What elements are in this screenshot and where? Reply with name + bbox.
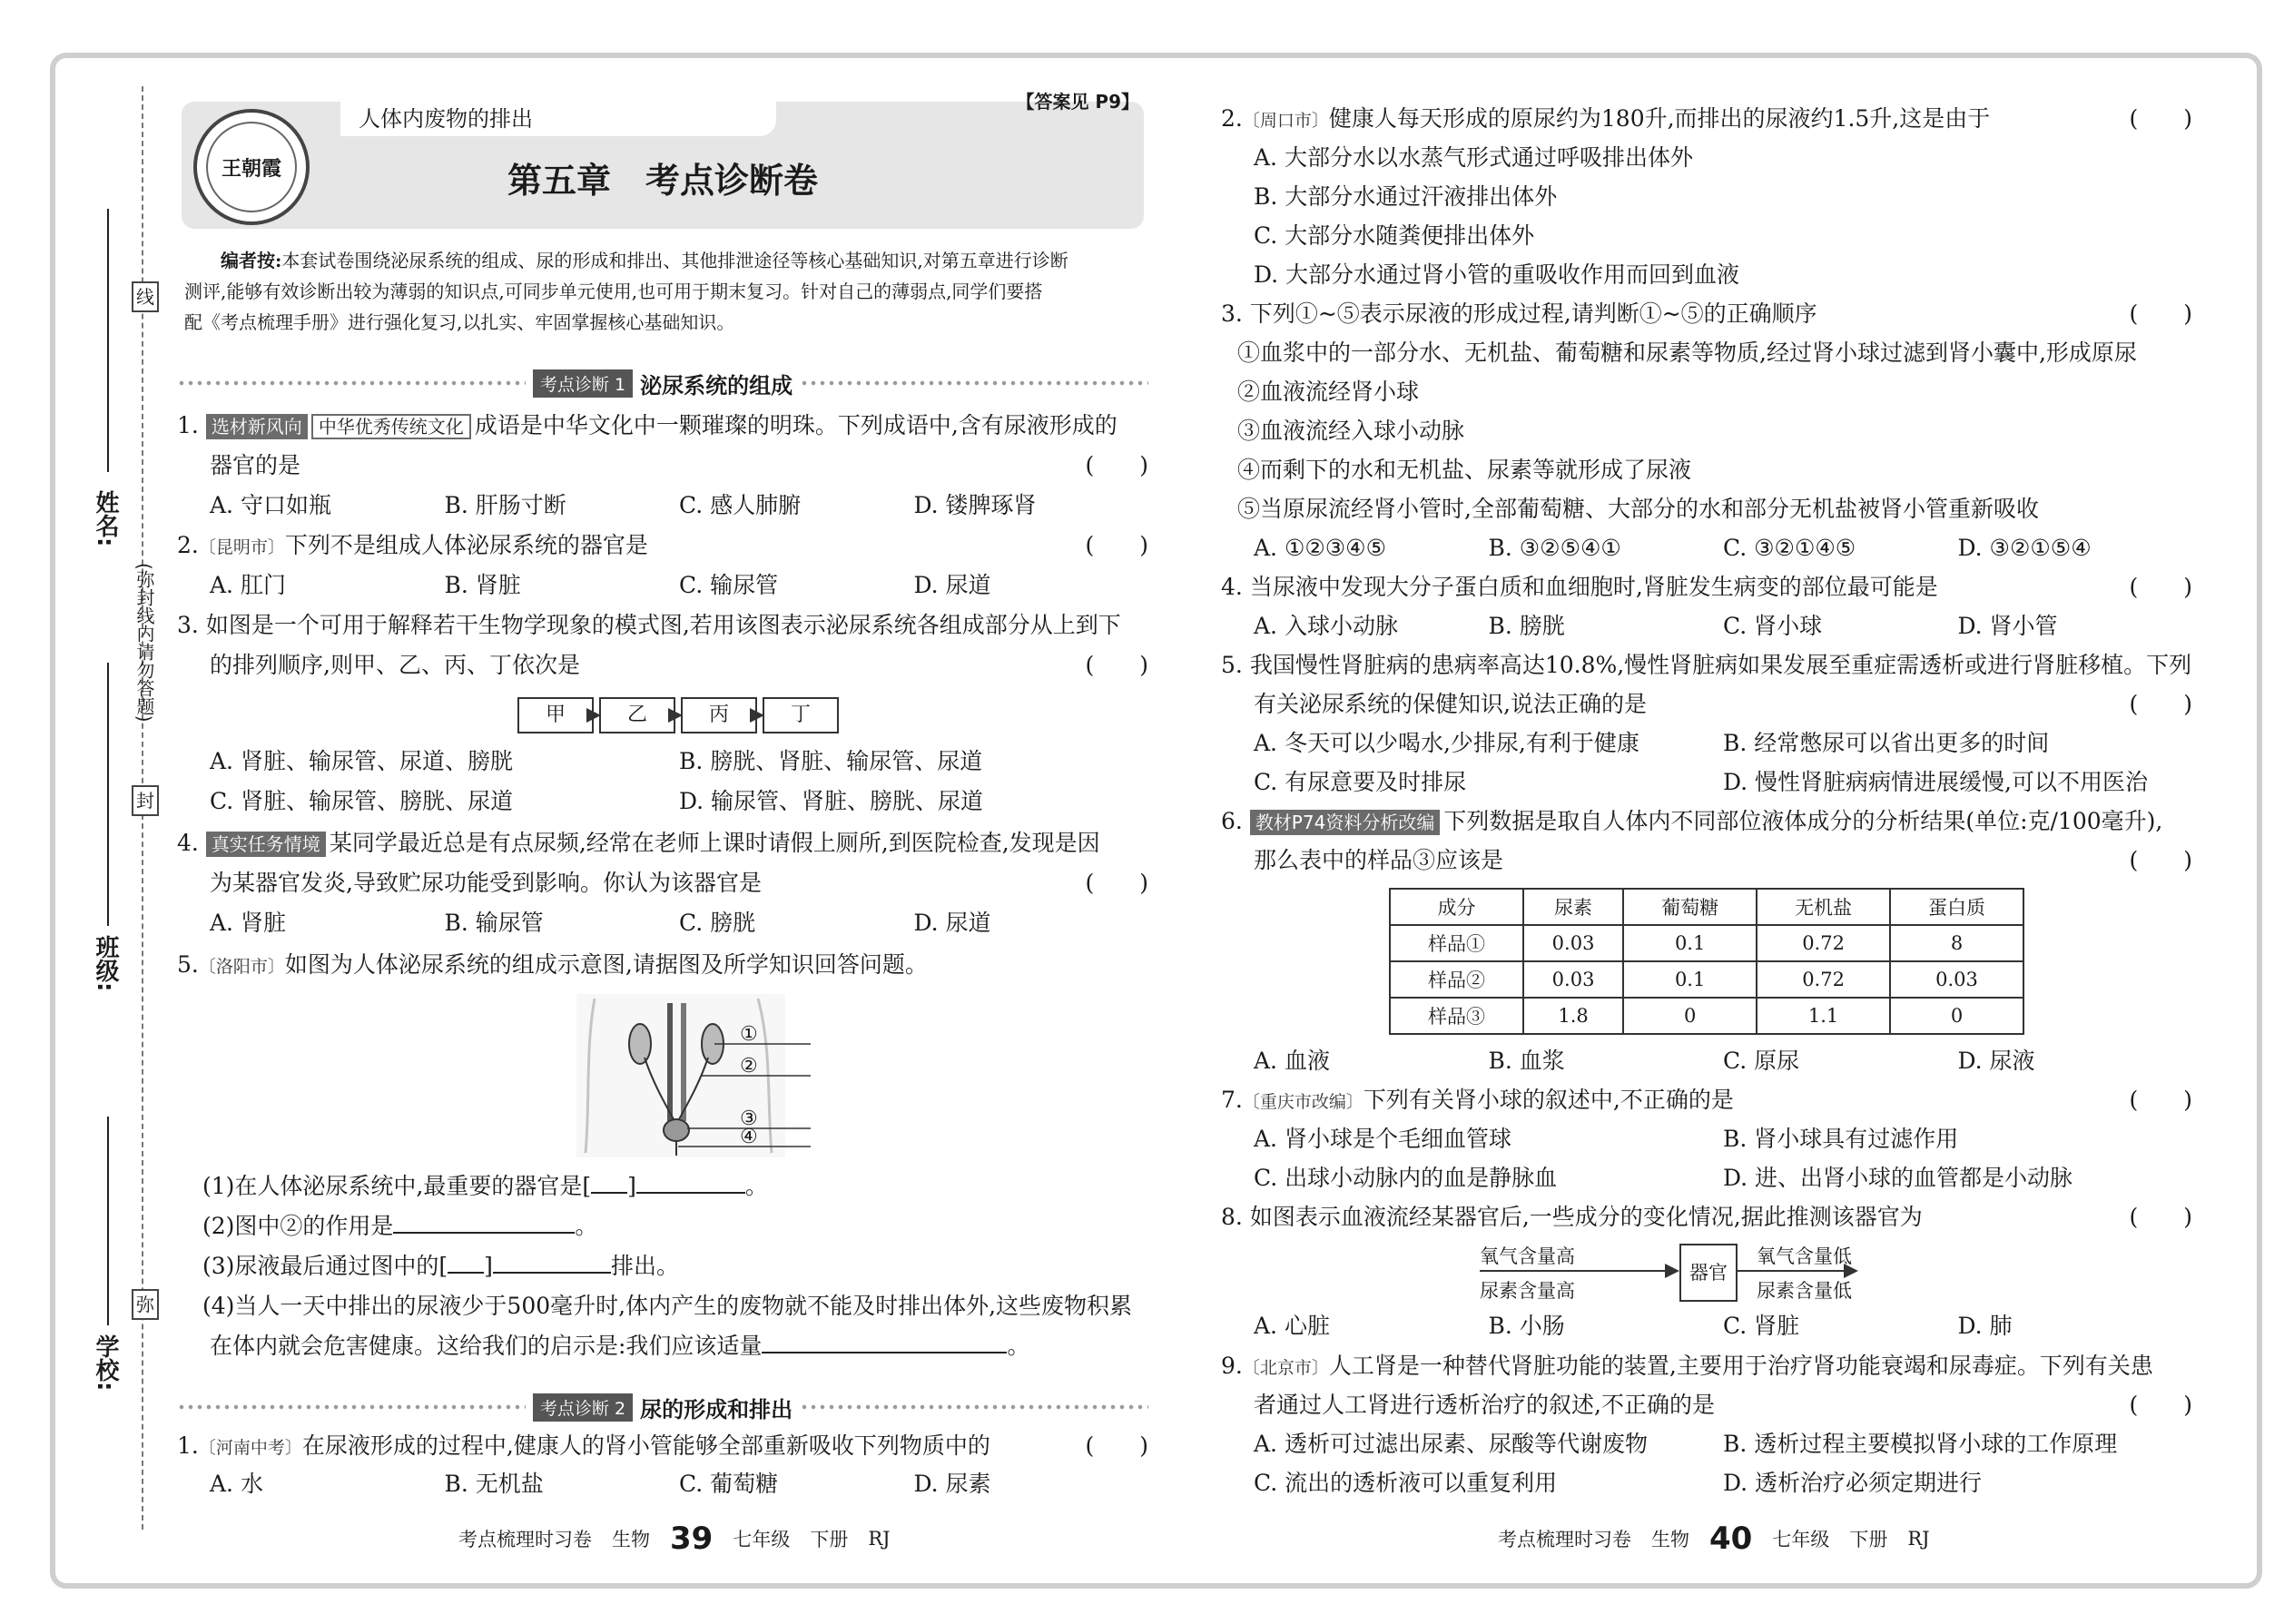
option-d[interactable]: D. 输尿管、肾脏、膀胱、尿道 [679,788,984,814]
answer-paren[interactable]: ( ) [1085,532,1148,558]
right-question-6-text2: 那么表中的样品③应该是 [1254,847,1504,873]
table-cell: 0.1 [1623,961,1757,998]
question-5-sub2 [202,1207,597,1245]
option-c[interactable]: C. ③②①④⑤ [1723,535,1856,561]
question-text: 成语是中华文化中一颗璀璨的明珠。下列成语中,含有尿液形成的 [474,412,1117,438]
option-b[interactable]: B. 输尿管 [444,910,544,936]
question-number: 2. [1221,105,1243,132]
right-question-7 [1221,1081,1734,1121]
answer-paren[interactable]: ( ) [2129,1087,2192,1113]
table-cell: 样品③ [1390,998,1523,1034]
table-cell: 8 [1890,925,2023,961]
question-source: 〔昆明市〕 [198,537,285,557]
table-cell: 0.72 [1757,925,1890,961]
sub-text: 。 [1007,1333,1030,1359]
option-d[interactable]: D. 尿液 [1957,1048,2035,1074]
question-text: 下列数据是取自人体内不同部位液体成分的分析结果(单位:克/100毫升), [1443,808,2163,834]
answer-paren[interactable]: ( ) [2129,574,2192,600]
sub-text: ] [484,1253,493,1279]
editor-note-line2: 测评,能够有效诊断出较为薄弱的知识点,可同步单元使用,也可用于期末复习。针对自己的薄弱点,同学们要搭 [184,281,1043,302]
footer-series: 考点梳理时习卷 [1498,1529,1631,1550]
question-3-options-row1 [210,743,1148,781]
seal-char-feng: 封 [132,785,159,816]
question-5-sub1 [202,1167,768,1206]
section2-question-1-options [210,1465,1148,1503]
right-question-7-options-row2 [1254,1159,2192,1197]
question-number: 3. [1221,300,1243,327]
table-cell: 0.72 [1757,961,1890,998]
question-text: 如图是一个可用于解释若干生物学现象的模式图,若用该图表示泌尿系统各组成部分从上到下 [205,612,1121,638]
question-number: 5. [1221,652,1243,678]
question-5-sub4b [210,1327,1029,1365]
table-cell: 0.1 [1623,925,1757,961]
right-question-6 [1221,802,2162,841]
question-3-text2: 的排列顺序,则甲、乙、丙、丁依次是 [210,652,580,678]
question-number: 2. [177,532,199,558]
option-a[interactable]: A. ①②③④⑤ [1254,535,1387,561]
question-text: 人工肾是一种替代肾脏功能的装置,主要用于治疗肾功能衰竭和尿毒症。下列有关患 [1328,1353,2153,1379]
flow-arrows [177,0,1148,817]
option-b[interactable]: B. 膀胱 [1488,613,1565,639]
sub-text: ] [627,1173,636,1199]
editor-note-lead: 编者按: [221,250,282,271]
answer-blank[interactable] [762,1352,1007,1353]
school-label: 学校: [92,1334,119,1392]
question-source: 〔重庆市改编〕 [1242,1092,1364,1112]
process-step-1: ①血浆中的一部分水、无机盐、葡萄糖和尿素等物质,经过肾小球过滤到肾小囊中,形成原尿 [1237,340,2137,366]
name-write-line[interactable] [107,209,109,472]
question-text: 在尿液形成的过程中,健康人的肾小管能够全部重新吸收下列物质中的 [301,1432,990,1459]
option-d[interactable]: D. 进、出肾小球的血管都是小动脉 [1723,1165,2073,1191]
option-a[interactable]: A. 大部分水以水蒸气形式通过呼吸排出体外 [1254,144,1693,171]
section-title-1: 泌尿系统的组成 [640,372,793,399]
option-c[interactable]: C. 出球小动脉内的血是静脉血 [1254,1165,1558,1191]
question-text: 健康人每天形成的原尿约为180升,而排出的尿液约1.5升,这是由于 [1328,105,1991,132]
footer-right [1498,1521,1930,1557]
diagram-in-2: 尿素含量高 [1480,1280,1575,1302]
flow-box-yi: 乙 [599,697,675,733]
section-header-2 [177,1389,1148,1425]
right-question-9 [1221,1347,2153,1387]
option-c[interactable]: C. 输尿管 [679,572,779,598]
question-number: 3. [177,612,199,638]
page-title: 第五章 考点诊断卷 [507,161,818,201]
option-d[interactable]: D. 慢性肾脏病病情进展缓慢,可以不用医治 [1723,769,2148,795]
option-a[interactable]: A. 肾小球是个毛细血管球 [1254,1126,1511,1152]
option-d[interactable]: D. 肾小管 [1957,613,2058,639]
answer-blank[interactable] [591,1192,627,1194]
sub-text: (1)在人体泌尿系统中,最重要的器官是[ [202,1173,592,1199]
question-text: 如图表示血液流经某器官后,一些成分的变化情况,据此推测该器官为 [1249,1204,1923,1230]
question-4 [177,824,1100,862]
question-source: 〔周口市〕 [1242,111,1329,131]
footer-edition: RJ [868,1528,891,1550]
class-label: 班级: [92,935,119,992]
option-a[interactable]: A. 水 [210,1471,263,1497]
option-a[interactable]: A. 肾脏、输尿管、尿道、膀胱 [210,748,513,774]
diagram-in-1: 氧气含量高 [1480,1245,1575,1267]
option-b[interactable]: B. 无机盐 [444,1471,544,1497]
table-row [1390,998,2023,1034]
footer-left [458,1521,891,1557]
question-5 [177,946,928,986]
table-header-cell: 无机盐 [1757,889,1890,925]
footer-volume: 下册 [810,1529,849,1550]
footer-grade: 七年级 [1772,1529,1830,1550]
question-source: 〔洛阳市〕 [198,957,285,977]
page-number: 40 [1709,1521,1753,1557]
right-question-9-options-row1 [1254,1425,2192,1463]
question-number: 1. [177,412,199,438]
table-header-cell: 尿素 [1523,889,1623,925]
table-cell: 0.03 [1890,961,2023,998]
question-tag: 中华优秀传统文化 [311,414,471,439]
section2-question-1 [177,1427,990,1467]
editor-note-line3: 配《考点梳理手册》进行强化复习,以扎实、牢固掌握核心基础知识。 [184,311,735,333]
question-number: 4. [1221,574,1243,600]
question-text: 下列①~⑤表示尿液的形成过程,请判断①~⑤的正确顺序 [1249,300,1817,327]
school-write-line[interactable] [107,1117,109,1325]
figure-label-3: ③ [740,1107,758,1130]
table-cell: 样品② [1390,961,1523,998]
question-tag: 选材新风向 [206,414,308,439]
option-d[interactable]: D. 大部分水通过肾小管的重吸收作用而回到血液 [1254,261,1740,288]
option-b[interactable]: B. 大部分水通过汗液排出体外 [1254,183,1558,210]
diagram-organ-box: 器官 [1679,1244,1738,1302]
question-number: 9. [1221,1353,1243,1379]
sub-text: 在体内就会危害健康。这给我们的启示是:我们应该适量 [210,1333,763,1359]
answer-paren[interactable]: ( ) [1085,1432,1148,1459]
option-b[interactable]: B. 经常憋尿可以省出更多的时间 [1723,730,2050,756]
right-question-8-options [1254,1307,2192,1345]
figure-label-2: ② [740,1055,758,1078]
option-a[interactable]: A. 肛门 [210,572,286,598]
editor-note-line1: 本套试卷围绕泌尿系统的组成、尿的形成和排出、其他排泄途径等核心基础知识,对第五章进行诊断 [281,250,1068,271]
footer-volume: 下册 [1849,1529,1888,1550]
diagram-out-1: 氧气含量低 [1757,1245,1852,1267]
question-5-sub3 [202,1247,679,1285]
composition-table [1389,888,2024,1035]
page-number: 39 [670,1521,714,1557]
answer-paren[interactable]: ( ) [2129,1204,2192,1230]
section-badge-2: 考点诊断 2 [533,1393,633,1422]
option-c[interactable]: C. 肾小球 [1723,613,1823,639]
right-question-5-text2: 有关泌尿系统的保健知识,说法正确的是 [1254,691,1647,717]
option-a[interactable]: A. 入球小动脉 [1254,613,1398,639]
table-cell: 0 [1890,998,2023,1034]
figure-label-4: ④ [740,1126,758,1148]
diagram-out-2: 尿素含量低 [1757,1280,1852,1302]
question-number: 7. [1221,1087,1243,1113]
table-header-cell: 葡萄糖 [1623,889,1757,925]
right-question-5-options-row1 [1254,724,2192,763]
option-c[interactable]: C. 有尿意要及时排尿 [1254,769,1467,795]
table-cell: 1.8 [1523,998,1623,1034]
question-tag: 真实任务情境 [206,832,326,857]
right-question-4-options [1254,607,2192,645]
question-text: 下列有关肾小球的叙述中,不正确的是 [1363,1087,1734,1113]
answer-blank[interactable] [448,1272,484,1274]
option-a[interactable]: A. 肾脏 [210,910,286,936]
answer-blank[interactable] [636,1192,745,1194]
answer-paren[interactable]: ( ) [2129,300,2192,327]
question-tag: 教材P74资料分析改编 [1250,810,1441,835]
flow-box-jia: 甲 [517,697,594,733]
process-step-4: ④而剩下的水和无机盐、尿素等就形成了尿液 [1237,457,1692,483]
option-d[interactable]: D. 透析治疗必须定期进行 [1723,1470,1983,1496]
right-question-8 [1221,1198,1923,1236]
right-question-7-options-row1 [1254,1120,2192,1158]
option-a[interactable]: A. 血液 [1254,1048,1330,1074]
table-row [1390,925,2023,961]
footer-edition: RJ [1907,1528,1930,1550]
question-4-options [210,904,1148,942]
right-question-4 [1221,568,1938,606]
answer-blank[interactable] [493,1272,611,1274]
table-cell: 0.03 [1523,925,1623,961]
option-d[interactable]: D. 尿道 [913,572,991,598]
question-source: 〔北京市〕 [1242,1358,1329,1378]
option-c[interactable]: C. 大部分水随粪便排出体外 [1254,222,1535,249]
section-badge-1: 考点诊断 1 [533,369,633,398]
answer-paren[interactable]: ( ) [1085,452,1148,478]
sub-text: 排出。 [610,1253,679,1279]
option-b[interactable]: B. 膀胱、肾脏、输尿管、尿道 [679,748,983,774]
question-1-text2: 器官的是 [210,452,301,478]
table-header-row [1390,889,2023,925]
question-3-options-row2 [210,782,1148,821]
option-d[interactable]: D. 尿素 [913,1471,991,1497]
table-cell: 0 [1623,998,1757,1034]
flow-box-bing: 丙 [681,697,757,733]
figure-label-1: ① [740,1023,758,1046]
question-text: 如图为人体泌尿系统的组成示意图,请据图及所学知识回答问题。 [284,951,928,978]
table-header-cell: 成分 [1390,889,1523,925]
option-b[interactable]: B. 小肠 [1488,1313,1565,1339]
question-text: 下列不是组成人体泌尿系统的器官是 [284,532,648,558]
option-d[interactable]: D. ③②①⑤④ [1957,535,2092,561]
seal-char-mi: 弥 [132,1289,159,1320]
option-c[interactable]: C. 肾脏、输尿管、膀胱、尿道 [210,788,514,814]
option-b[interactable]: B. 血浆 [1488,1048,1565,1074]
option-d[interactable]: D. 镂脾琢肾 [913,492,1037,518]
seal-char-xian: 线 [132,281,159,312]
answer-paren[interactable]: ( ) [2129,105,2192,132]
footer-grade: 七年级 [733,1529,791,1550]
answer-paren[interactable]: ( ) [2129,847,2192,873]
urinary-system-figure [576,994,876,1157]
table-cell: 样品① [1390,925,1523,961]
seal-notice: (弥封线内请勿答题) [133,563,155,723]
question-5-sub4a: (4)当人一天中排出的尿液少于500毫升时,体内产生的废物就不能及时排出体外,这些废物积累 [202,1293,1133,1319]
right-question-9-text2: 者通过人工肾进行透析治疗的叙述,不正确的是 [1254,1392,1715,1418]
table-header-cell: 蛋白质 [1890,889,2023,925]
sub-text: (2)图中②的作用是 [202,1213,394,1239]
option-c[interactable]: C. 葡萄糖 [679,1471,779,1497]
process-step-5: ⑤当原尿流经肾小管时,全部葡萄糖、大部分的水和部分无机盐被肾小管重新吸收 [1237,496,2039,522]
option-c[interactable]: C. 肾脏 [1723,1313,1800,1339]
option-a[interactable]: A. 冬天可以少喝水,少排尿,有利于健康 [1254,730,1639,756]
section-title-2: 尿的形成和排出 [640,1396,793,1422]
question-number: 1. [177,1432,199,1459]
option-a[interactable]: A. 守口如瓶 [210,492,331,518]
answer-paren[interactable]: ( ) [2129,691,2192,717]
question-number: 6. [1221,808,1243,834]
right-question-5-options-row2 [1254,763,2192,802]
diagram-arrows [1221,1235,1875,1307]
right-question-6-options [1254,1042,2192,1080]
right-question-3 [1221,295,1817,333]
question-number: 8. [1221,1204,1243,1230]
question-number: 4. [177,830,199,856]
sub-text: (3)尿液最后通过图中的[ [202,1253,448,1279]
answer-paren[interactable]: ( ) [1085,652,1148,678]
question-text: 我国慢性肾脏病的患病率高达10.8%,慢性肾脏病如果发展至重症需透析或进行肾脏移植。下列 [1249,652,2192,678]
right-question-9-options-row2 [1254,1464,2192,1502]
option-d[interactable]: D. 尿道 [913,910,991,936]
class-write-line[interactable] [107,663,109,926]
footer-subject: 生物 [1651,1529,1689,1550]
question-text: 某同学最近总是有点尿频,经常在老师上课时请假上厕所,到医院检查,发现是因 [329,830,1100,856]
option-b[interactable]: B. 透析过程主要模拟肾小球的工作原理 [1723,1431,2118,1457]
answer-paren[interactable]: ( ) [2129,1392,2192,1418]
flow-box-ding: 丁 [763,697,839,733]
table-cell: 1.1 [1757,998,1890,1034]
answer-blank[interactable] [393,1232,575,1234]
name-label: 姓名: [92,490,119,547]
table-cell: 0.03 [1523,961,1623,998]
sub-text: 。 [575,1213,598,1239]
option-d[interactable]: D. 肺 [1957,1313,2013,1339]
footer-series: 考点梳理时习卷 [458,1529,592,1550]
option-b[interactable]: B. 肾小球具有过滤作用 [1723,1126,1959,1152]
option-b[interactable]: B. 肝肠寸断 [444,492,566,518]
process-step-2: ②血液流经肾小球 [1237,379,1420,405]
process-step-3: ③血液流经入球小动脉 [1237,418,1465,444]
option-a[interactable]: A. 心脏 [1254,1313,1330,1339]
topic-text: 人体内废物的排出 [359,106,533,132]
right-question-3-options [1254,529,2192,567]
option-b[interactable]: B. 肾脏 [444,572,521,598]
question-number: 5. [177,951,199,978]
table-row [1390,961,2023,998]
option-c[interactable]: C. 感人肺腑 [679,492,802,518]
sub-text: 。 [744,1173,768,1199]
logo-text: 王朝霞 [221,156,281,181]
answer-ref: 【答案见 P9】 [1016,91,1139,113]
option-c[interactable]: C. 膀胱 [679,910,756,936]
question-source: 〔河南中考〕 [198,1438,302,1458]
option-b[interactable]: B. ③②⑤④① [1488,535,1621,561]
question-4-text2: 为某器官发炎,导致贮尿功能受到影响。你认为该器官是 [210,870,762,896]
option-a[interactable]: A. 透析可过滤出尿素、尿酸等代谢废物 [1254,1431,1648,1457]
footer-subject: 生物 [612,1529,650,1550]
right-question-5 [1221,646,2191,684]
question-text: 当尿液中发现大分子蛋白质和血细胞时,肾脏发生病变的部位最可能是 [1249,574,1938,600]
answer-paren[interactable]: ( ) [1085,870,1148,896]
option-c[interactable]: C. 流出的透析液可以重复利用 [1254,1470,1558,1496]
right-question-2 [1221,100,1990,140]
option-c[interactable]: C. 原尿 [1723,1048,1800,1074]
